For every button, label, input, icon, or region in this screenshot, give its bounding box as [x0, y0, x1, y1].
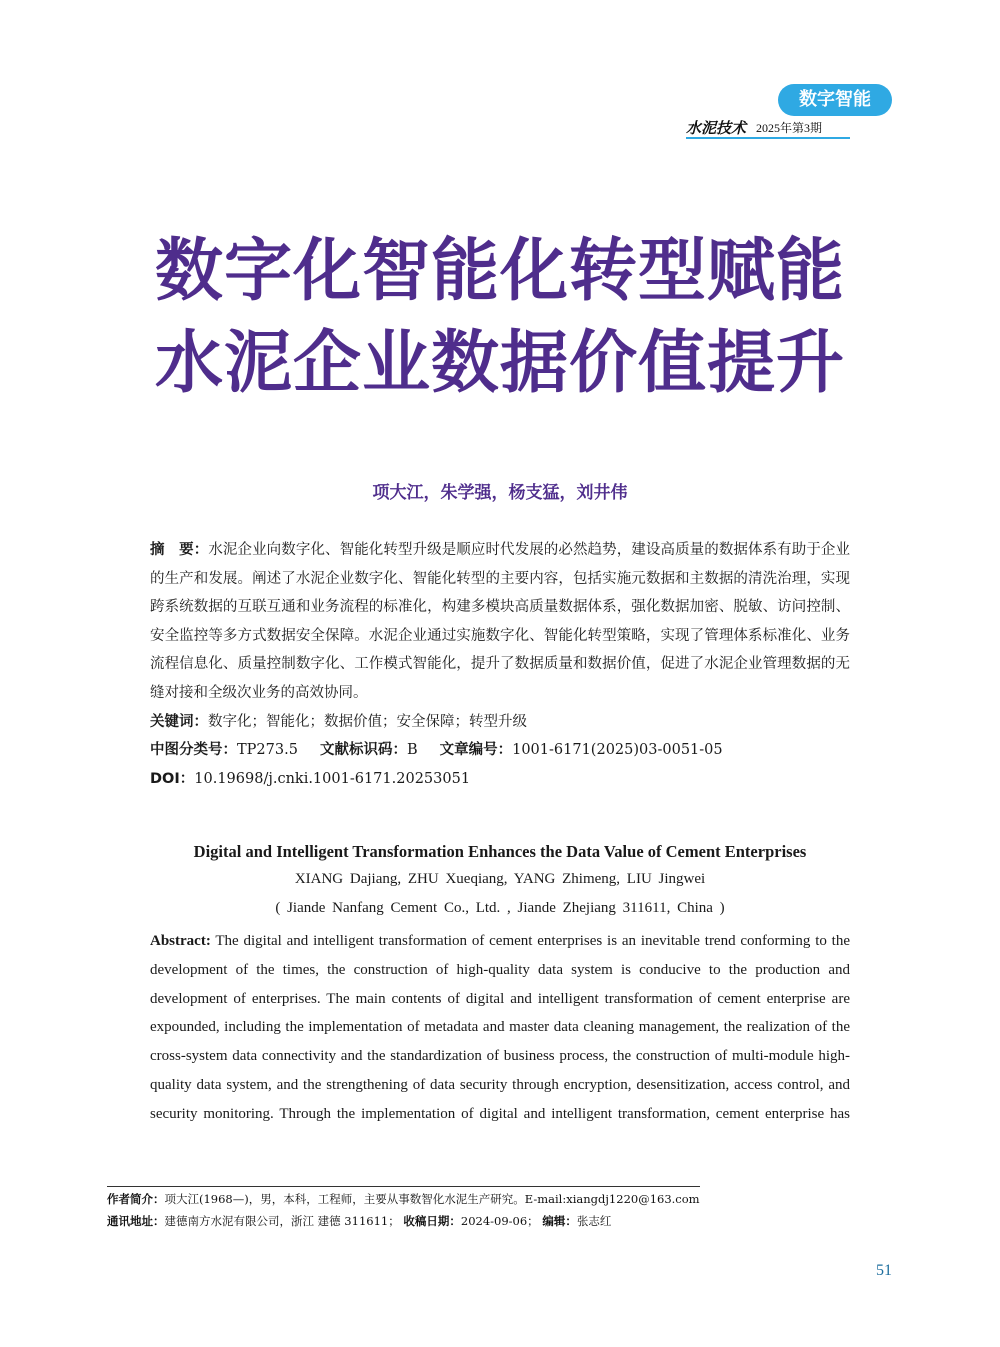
section-badge: 数字智能	[778, 84, 892, 116]
journal-name: 水泥技术	[686, 118, 747, 137]
page-number: 51	[876, 1262, 892, 1279]
english-abstract-text: The digital and intelligent transformation of cement enterprises is an inevitable trend conforming to the development of the times, the construction of high-quality data system is conducive to the production and development of enterprises. The main contents of digital and intelligent transformation of cement enterprise are expounded, including the implementation of metadata and master data cleaning management, the realization of the cross-system data connectivity and the standardization of business process, the construction of multi-module high-quality data system, and the strengthening of data security through encryption, desensitization, access control, and security monitoring. Through the implementation of digital and intelligent transformation, cement enterprise has	[150, 933, 850, 1122]
english-title: Digital and Intelligent Transformation Enhances the Data Value of Cement Enterprises	[193, 842, 807, 861]
journal-header	[686, 117, 850, 139]
english-abstract-label: Abstract:	[150, 933, 211, 949]
article-value: 1001-6171(2025)03-0051-05	[512, 742, 723, 759]
english-abstract	[150, 927, 850, 1129]
doi	[150, 765, 850, 794]
english-affiliation: ( Jiande Nanfang Cement Co., Ltd. , Jiande Zhejiang 311611, China )	[275, 900, 725, 916]
issue-number: 2025年第3期	[756, 120, 823, 135]
doc-label: 文献标识码：	[319, 742, 407, 759]
title-line-2: 水泥企业数据价值提升	[154, 324, 845, 403]
author-bio: 项大江(1968—)，男，本科，工程师，主要从事数智化水泥生产研究。E-mail:xiangdj1220@163.com	[164, 1192, 700, 1206]
abstract-label: 摘 要：	[150, 542, 209, 558]
doi-label: DOI：	[150, 770, 195, 787]
abstract-text: 水泥企业向数字化、智能化转型升级是顺应时代发展的必然趋势，建设高质量的数据体系有助于企业的生产和发展。阐述了水泥企业数字化、智能化转型的主要内容，包括实施元数据和主数据的清洗治理，实现跨系统数据的互联互通和业务流程的标准化，构建多模块高质量数据体系，强化数据加密、脱敏、访问控制、安全监控等多方式数据安全保障。水泥企业通过实施数字化、智能化转型策略，实现了管理体系标准化、业务流程信息化、质量控制数字化、工作模式智能化，提升了数据质量和数据价值，促进了水泥企业管理数据的无缝对接和全级次业务的高效协同。	[150, 542, 850, 701]
keywords-label: 关键词：	[150, 713, 208, 730]
footnote-divider	[107, 1186, 700, 1187]
doi-value[interactable]: 10.19698/j.cnki.1001-6171.20253051	[194, 770, 471, 787]
keywords-text: 数字化；智能化；数据价值；安全保障；转型升级	[208, 713, 527, 730]
author-bio-label: 作者简介：	[107, 1192, 165, 1206]
document-code	[320, 736, 418, 765]
address-label: 通讯地址：	[107, 1214, 165, 1228]
clc-number	[150, 736, 298, 765]
authors: 项大江，朱学强，杨支猛，刘井伟	[372, 483, 628, 503]
title-line-1: 数字化智能化转型赋能	[154, 232, 845, 311]
chinese-abstract-block	[150, 536, 850, 793]
clc-label: 中图分类号：	[150, 742, 237, 759]
received-date: 2024-09-06；	[460, 1214, 539, 1228]
clc-value: TP273.5	[237, 742, 298, 759]
chinese-abstract	[150, 536, 850, 708]
doc-value: B	[406, 742, 418, 759]
classification-row	[150, 736, 850, 765]
english-authors: XIANG Dajiang, ZHU Xueqiang, YANG Zhimeng, LIU Jingwei	[294, 871, 706, 887]
footnote-address	[107, 1213, 807, 1229]
article-label: 文章编号：	[439, 742, 513, 759]
keywords	[150, 708, 850, 737]
article-number	[440, 736, 723, 765]
article-title	[100, 226, 900, 410]
address: 建德南方水泥有限公司，浙江 建德 311611；	[164, 1214, 400, 1228]
received-label: 收稿日期：	[403, 1214, 461, 1228]
footnote-author	[107, 1191, 807, 1207]
editor: 张志红	[576, 1214, 612, 1228]
editor-label: 编辑：	[542, 1214, 577, 1228]
